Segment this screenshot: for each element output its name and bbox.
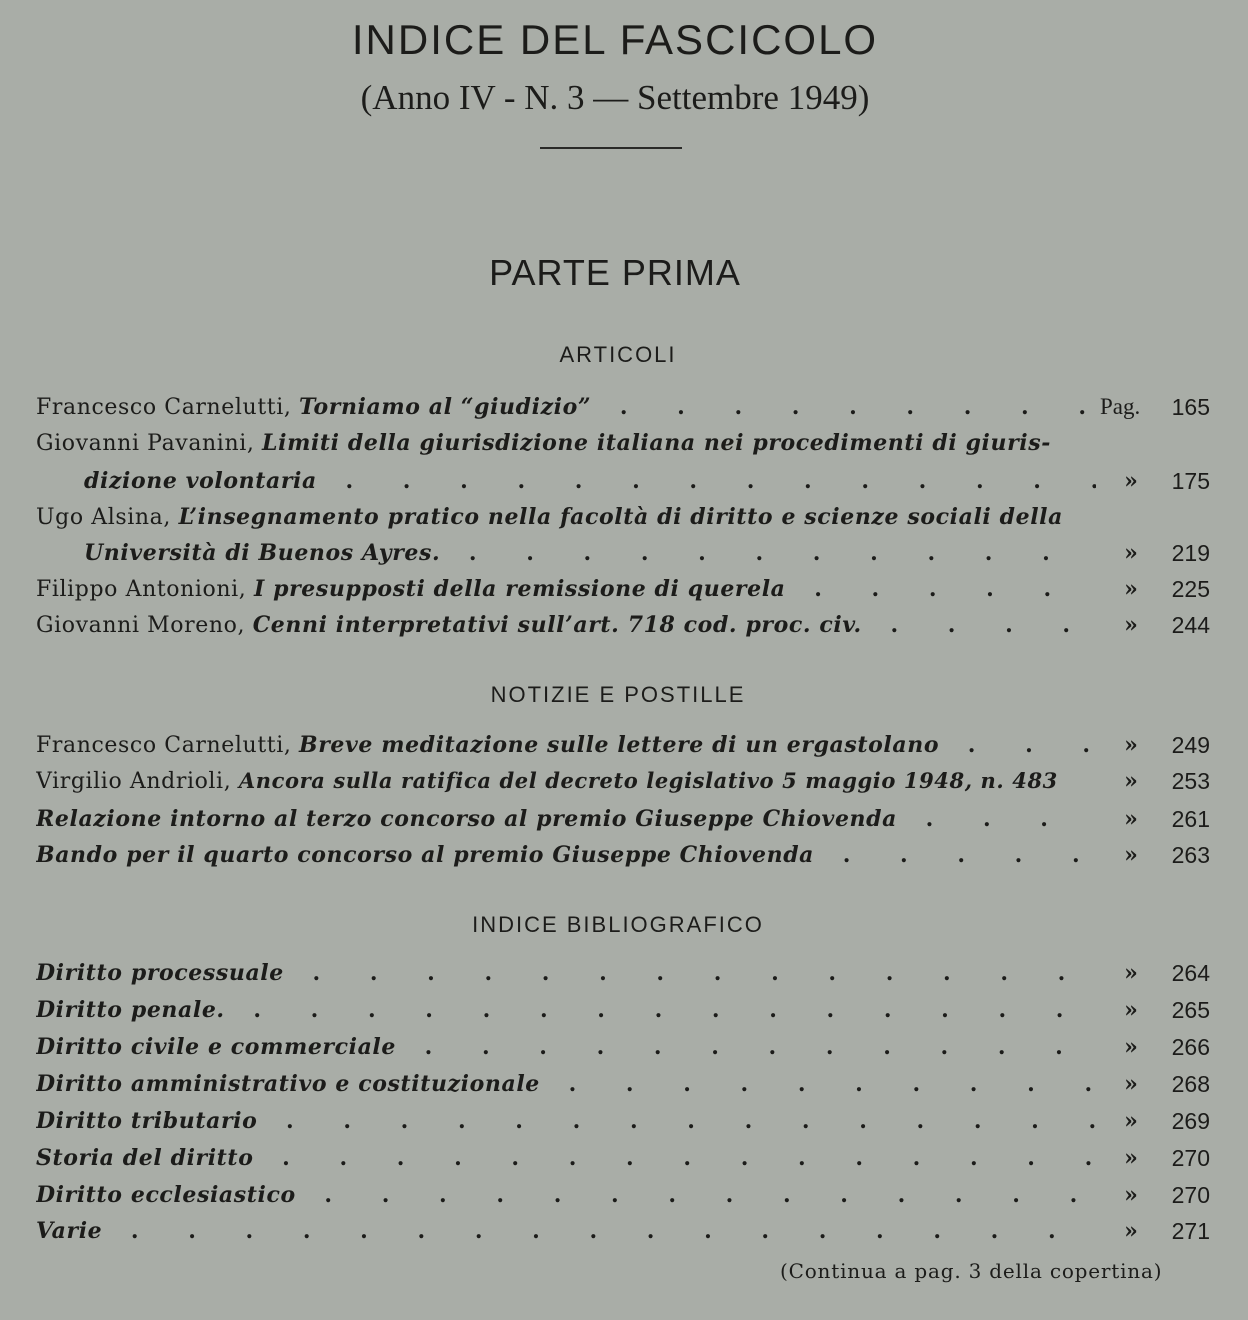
- entry-title: Diritto penale.: [36, 997, 225, 1023]
- entry-text: [36, 842, 1096, 868]
- toc-entry-continuation: [0, 468, 1248, 504]
- entry-author: Giovanni Moreno,: [36, 613, 246, 638]
- toc-entry: [0, 1145, 1248, 1181]
- toc-entry: [0, 1071, 1248, 1107]
- entry-text: [36, 732, 1096, 758]
- ditto-mark: »: [1124, 1218, 1138, 1244]
- parte-title: PARTE PRIMA: [489, 252, 741, 293]
- entry-author: Virgilio Andrioli,: [36, 769, 232, 794]
- toc-entry: [0, 1108, 1248, 1144]
- entry-title: Diritto processuale: [36, 960, 284, 986]
- page-number: 269: [1171, 1108, 1210, 1134]
- page-label: Pag.: [1100, 394, 1141, 419]
- entry-title: Diritto amministrativo e costituzionale: [36, 1071, 540, 1097]
- toc-entry: [0, 1218, 1248, 1254]
- entry-author: Francesco Carnelutti,: [36, 395, 292, 420]
- page-number: 253: [1171, 768, 1210, 794]
- page-number: 219: [1171, 540, 1210, 566]
- ditto-mark: »: [1124, 1034, 1138, 1060]
- entry-text: [36, 768, 1096, 794]
- toc-entry: [0, 430, 1248, 466]
- entry-text: [36, 997, 1096, 1023]
- ditto-mark: »: [1124, 1182, 1138, 1208]
- page-number: 261: [1171, 806, 1210, 832]
- entry-text: [36, 612, 1096, 638]
- ditto-mark: »: [1124, 997, 1138, 1023]
- ditto-mark: »: [1124, 468, 1138, 494]
- section-heading-bibliografico: INDICE BIBLIOGRAFICO: [472, 912, 764, 937]
- page-number: 165: [1171, 394, 1210, 420]
- ditto-mark: »: [1124, 732, 1138, 758]
- entry-title: Diritto ecclesiastico: [36, 1182, 296, 1208]
- entry-title: Breve meditazione sulle lettere di un ergastolano: [299, 732, 940, 758]
- entry-title: Bando per il quarto concorso al premio Giuseppe Chiovenda: [36, 842, 815, 868]
- entry-text: [36, 394, 1096, 420]
- entry-title: Cenni interpretativi sull’art. 718 cod. proc. civ.: [252, 612, 862, 638]
- entry-text: [36, 1145, 1096, 1171]
- entry-title: L’insegnamento pratico nella facoltà di diritto e scienze sociali della: [178, 504, 1063, 530]
- entry-text: [36, 1182, 1096, 1208]
- entry-title: dizione volontaria: [84, 468, 317, 494]
- entry-title: Diritto civile e commerciale: [36, 1034, 396, 1060]
- entry-title: Varie: [36, 1218, 103, 1244]
- page-number: 263: [1171, 842, 1210, 868]
- section-heading-notizie: NOTIZIE E POSTILLE: [490, 682, 746, 707]
- entry-author: Francesco Carnelutti,: [36, 733, 292, 758]
- page-number: 175: [1171, 468, 1210, 494]
- page-number: 265: [1171, 997, 1210, 1023]
- toc-entry: [0, 576, 1248, 612]
- page-title: INDICE DEL FASCICOLO: [351, 16, 879, 63]
- entry-title: Relazione intorno al terzo concorso al premio Giuseppe Chiovenda: [36, 806, 897, 832]
- entry-title: Storia del diritto: [36, 1145, 254, 1171]
- entry-text: [36, 1218, 1096, 1244]
- page-number: 270: [1171, 1182, 1210, 1208]
- entry-title: I presupposti della remissione di querela: [253, 576, 786, 602]
- toc-entry: [0, 1182, 1248, 1218]
- entry-text: [36, 576, 1096, 602]
- page-number: 244: [1171, 612, 1210, 638]
- toc-entry: [0, 504, 1248, 540]
- entry-title: Torniamo al “giudizio”: [299, 394, 592, 420]
- ditto-mark: »: [1124, 960, 1138, 986]
- entry-author: Filippo Antonioni,: [36, 577, 247, 602]
- page-number: 264: [1171, 960, 1210, 986]
- entry-text: [36, 430, 1096, 456]
- ditto-mark: »: [1124, 1145, 1138, 1171]
- entry-title: Università di Buenos Ayres.: [84, 540, 441, 566]
- entry-text: [36, 1071, 1096, 1097]
- entry-text: [36, 1108, 1096, 1134]
- toc-entry: [0, 806, 1248, 842]
- section-heading-articoli: ARTICOLI: [559, 342, 677, 367]
- entry-text: [36, 806, 1096, 832]
- entry-text: [84, 468, 1096, 494]
- page-number: 249: [1171, 732, 1210, 758]
- page-number: 271: [1171, 1218, 1210, 1244]
- entry-text: [84, 540, 1096, 566]
- ditto-mark: »: [1124, 1071, 1138, 1097]
- toc-entry-continuation: [0, 540, 1248, 576]
- ditto-mark: »: [1124, 612, 1138, 638]
- toc-entry: [0, 997, 1248, 1033]
- ditto-mark: »: [1124, 806, 1138, 832]
- ditto-mark: »: [1124, 576, 1138, 602]
- toc-entry: [0, 394, 1248, 430]
- title-divider: [540, 147, 682, 149]
- entry-text: [36, 504, 1096, 530]
- entry-title: Ancora sulla ratifica del decreto legislativo 5 maggio 1948, n. 483: [238, 768, 1058, 793]
- entry-text: [36, 960, 1096, 986]
- toc-entry: [0, 842, 1248, 878]
- continuation-note: (Continua a pag. 3 della copertina): [780, 1259, 1163, 1283]
- page-number: 268: [1171, 1071, 1210, 1097]
- ditto-mark: »: [1124, 540, 1138, 566]
- entry-author: Ugo Alsina,: [36, 505, 171, 530]
- ditto-mark: »: [1124, 768, 1138, 794]
- page-number: 225: [1171, 576, 1210, 602]
- entry-title: Diritto tributario: [36, 1108, 258, 1134]
- ditto-mark: »: [1124, 1108, 1138, 1134]
- entry-title: Limiti della giurisdizione italiana nei procedimenti di giuris-: [262, 430, 1051, 456]
- page-number: 266: [1171, 1034, 1210, 1060]
- entry-text: [36, 1034, 1096, 1060]
- issue-subtitle: (Anno IV - N. 3 — Settembre 1949): [360, 78, 870, 117]
- toc-entry: [0, 768, 1248, 804]
- ditto-mark: »: [1124, 842, 1138, 868]
- toc-entry: [0, 732, 1248, 768]
- toc-entry: [0, 960, 1248, 996]
- toc-entry: [0, 1034, 1248, 1070]
- entry-author: Giovanni Pavanini,: [36, 431, 255, 456]
- toc-entry: [0, 612, 1248, 648]
- page-number: 270: [1171, 1145, 1210, 1171]
